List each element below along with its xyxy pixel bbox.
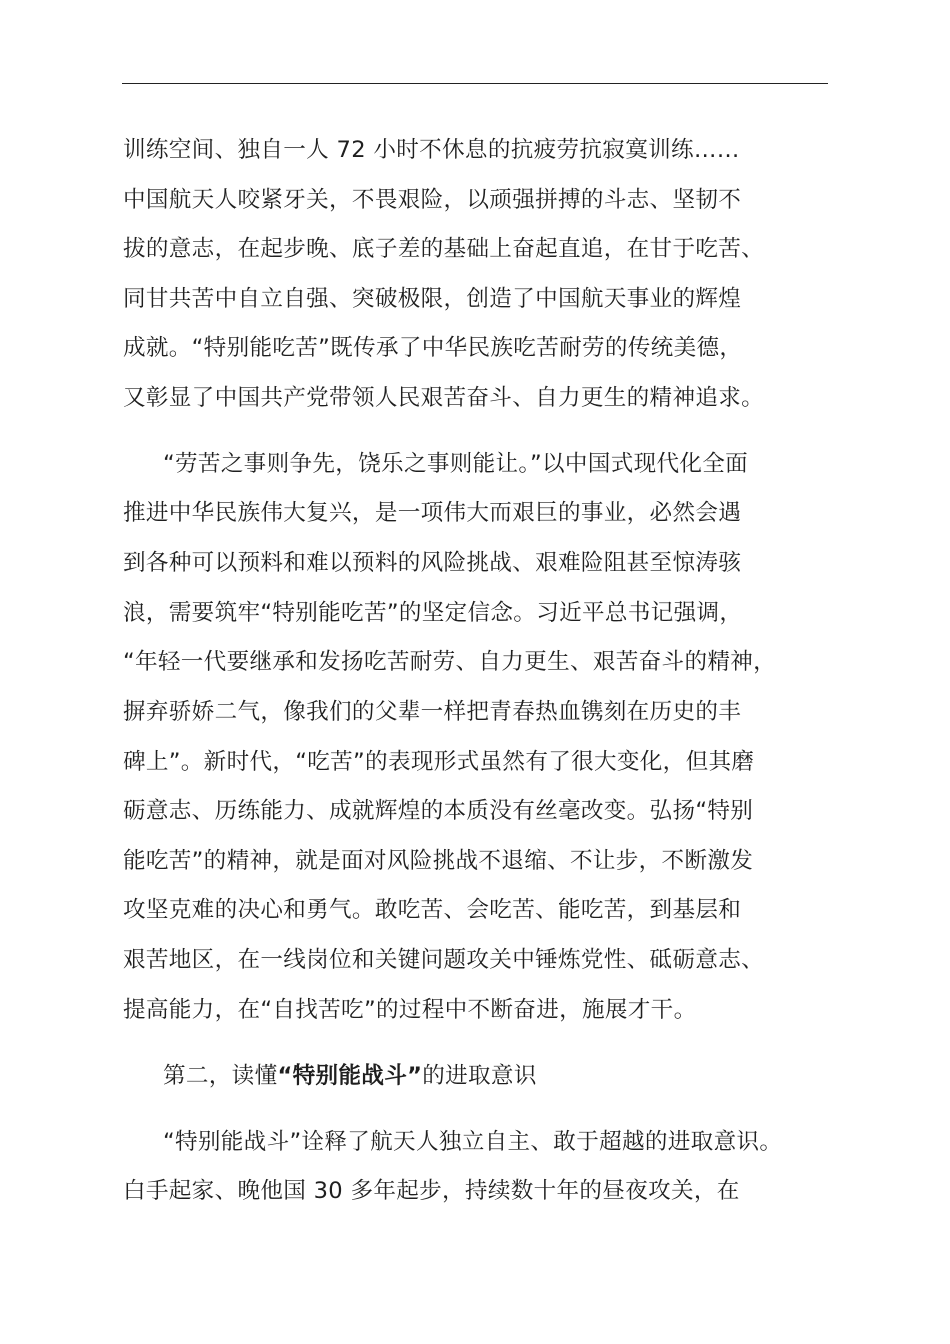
text-line: 攻坚克难的决心和勇气。敢吃苦、会吃苦、能吃苦，到基层和 [123, 897, 742, 923]
section-heading [163, 1051, 537, 1101]
text-line: 又彰显了中国共产党带领人民艰苦奋斗、自力更生的精神追求。 [123, 385, 765, 411]
text-line: 到各种可以预料和难以预料的风险挑战、艰难险阻甚至惊涛骇 [123, 550, 742, 576]
text-line: 艰苦地区，在一线岗位和关键问题攻关中锤炼党性、砥砺意志、 [123, 947, 765, 973]
text-line: 碑上”。新时代，“吃苦”的表现形式虽然有了很大变化，但其磨 [123, 749, 755, 775]
heading-quoted: “特别能战斗” [277, 1063, 423, 1089]
text-line: 白手起家、晚他国 30 多年起步，持续数十年的昼夜攻关，在 [123, 1178, 740, 1204]
text-line: “年轻一代要继承和发扬吃苦耐劳、自力更生、艰苦奋斗的精神， [123, 649, 777, 675]
text-line: 提高能力，在“自找苦吃”的过程中不断奋进，施展才干。 [123, 997, 697, 1023]
text-line: 砺意志、历练能力、成就辉煌的本质没有丝毫改变。弘扬“特别 [123, 798, 754, 824]
text-line: 推进中华民族伟大复兴，是一项伟大而艰巨的事业，必然会遇 [123, 500, 742, 526]
text-line: 训练空间、独自一人 72 小时不休息的抗疲劳抗寂寞训练…… [123, 137, 740, 163]
text-line: 拔的意志，在起步晚、底子差的基础上奋起直追，在甘于吃苦、 [123, 236, 765, 262]
text-line: “劳苦之事则争先，饶乐之事则能让。”以中国式现代化全面 [163, 451, 749, 477]
header-rule [122, 83, 828, 84]
heading-suffix: 的进取意识 [422, 1063, 537, 1089]
text-line: 能吃苦”的精神，就是面对风险挑战不退缩、不让步，不断激发 [123, 848, 754, 874]
text-line: 同甘共苦中自立自强、突破极限，创造了中国航天事业的辉煌 [123, 286, 742, 312]
text-line: 成就。“特别能吃苦”既传承了中华民族吃苦耐劳的传统美德， [123, 335, 743, 361]
text-line: 摒弃骄娇二气，像我们的父辈一样把青春热血镌刻在历史的丰 [123, 699, 742, 725]
text-line: 中国航天人咬紧牙关，不畏艰险，以顽强拼搏的斗志、坚韧不 [123, 187, 742, 213]
text-line: “特别能战斗”诠释了航天人独立自主、敢于超越的进取意识。 [163, 1129, 783, 1155]
text-line: 浪，需要筑牢“特别能吃苦”的坚定信念。习近平总书记强调， [123, 600, 743, 626]
heading-prefix: 第二，读懂 [163, 1063, 278, 1089]
